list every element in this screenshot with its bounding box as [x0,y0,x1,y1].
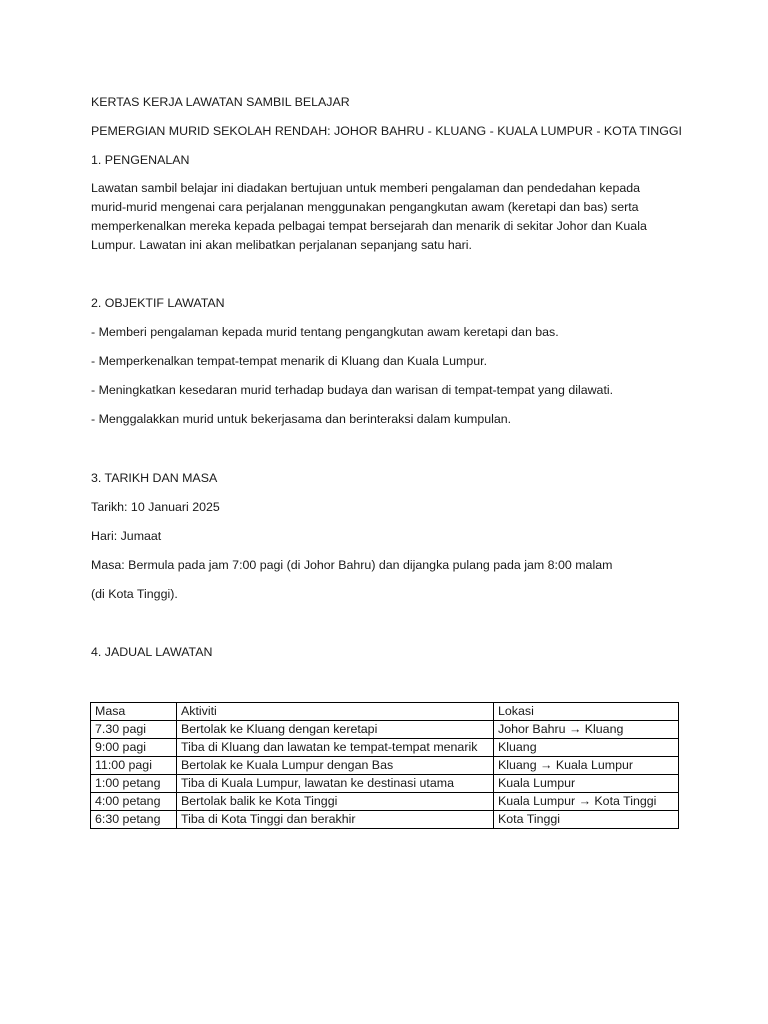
table-row [91,739,679,757]
table-row [91,793,679,811]
trip-time: Masa: Bermula pada jam 7:00 pagi (di Johor Bahru) dan dijangka pulang pada jam 8:00 malam [91,558,613,572]
section-heading-tarikh: 3. TARIKH DAN MASA [91,471,218,485]
objective-item: - Memperkenalkan tempat-tempat menarik di Kluang dan Kuala Lumpur. [91,354,488,368]
objective-item: - Meningkatkan kesedaran murid terhadap budaya dan warisan di tempat-tempat yang dilawati. [91,383,614,397]
trip-day: Hari: Jumaat [91,529,162,543]
table-row [91,775,679,793]
schedule-table [90,702,679,829]
cell-aktiviti: Bertolak ke Kuala Lumpur dengan Bas [177,757,494,775]
cell-lokasi: Kluang [494,739,679,757]
cell-aktiviti: Tiba di Kuala Lumpur, lawatan ke destinasi utama [177,775,494,793]
table-row [91,757,679,775]
cell-lokasi: Kluang → Kuala Lumpur [494,757,679,775]
document-title: KERTAS KERJA LAWATAN SAMBIL BELAJAR [91,95,350,109]
section-body-pengenalan: Lawatan sambil belajar ini diadakan bertujuan untuk memberi pengalaman dan pendedahan kepada murid-murid mengenai cara perjalanan menggunakan pengangkutan awam (keretapi dan bas) serta memperkenalkan mereka kepada pelbagai tempat bersejarah dan menarik di sekitar Johor dan Kuala Lumpur. Lawatan ini akan melibatkan perjalanan sepanjang satu hari. [91,181,647,252]
cell-lokasi: Kota Tinggi [494,811,679,829]
cell-aktiviti: Tiba di Kota Tinggi dan berakhir [177,811,494,829]
cell-masa: 7.30 pagi [91,721,177,739]
trip-date: Tarikh: 10 Januari 2025 [91,500,220,514]
cell-masa: 11:00 pagi [91,757,177,775]
objective-item: - Menggalakkan murid untuk bekerjasama dan berinteraksi dalam kumpulan. [91,412,512,426]
cell-lokasi: Kuala Lumpur [494,775,679,793]
section-heading-pengenalan: 1. PENGENALAN [91,153,190,167]
document-subtitle: PEMERGIAN MURID SEKOLAH RENDAH: JOHOR BAHRU - KLUANG - KUALA LUMPUR - KOTA TINGGI [91,124,682,138]
cell-aktiviti: Tiba di Kluang dan lawatan ke tempat-tempat menarik [177,739,494,757]
cell-lokasi: Kuala Lumpur → Kota Tinggi [494,793,679,811]
column-header-lokasi: Lokasi [494,703,679,721]
cell-masa: 6:30 petang [91,811,177,829]
table-header-row [91,703,679,721]
table-row [91,721,679,739]
cell-masa: 1:00 petang [91,775,177,793]
column-header-masa: Masa [91,703,177,721]
cell-aktiviti: Bertolak balik ke Kota Tinggi [177,793,494,811]
cell-lokasi: Johor Bahru → Kluang [494,721,679,739]
objective-item: - Memberi pengalaman kepada murid tentang pengangkutan awam keretapi dan bas. [91,325,559,339]
column-header-aktiviti: Aktiviti [177,703,494,721]
cell-aktiviti: Bertolak ke Kluang dengan keretapi [177,721,494,739]
table-row [91,811,679,829]
section-heading-jadual: 4. JADUAL LAWATAN [91,645,213,659]
cell-masa: 4:00 petang [91,793,177,811]
section-heading-objektif: 2. OBJEKTIF LAWATAN [91,296,225,310]
cell-masa: 9:00 pagi [91,739,177,757]
trip-time-continued: (di Kota Tinggi). [91,587,178,601]
